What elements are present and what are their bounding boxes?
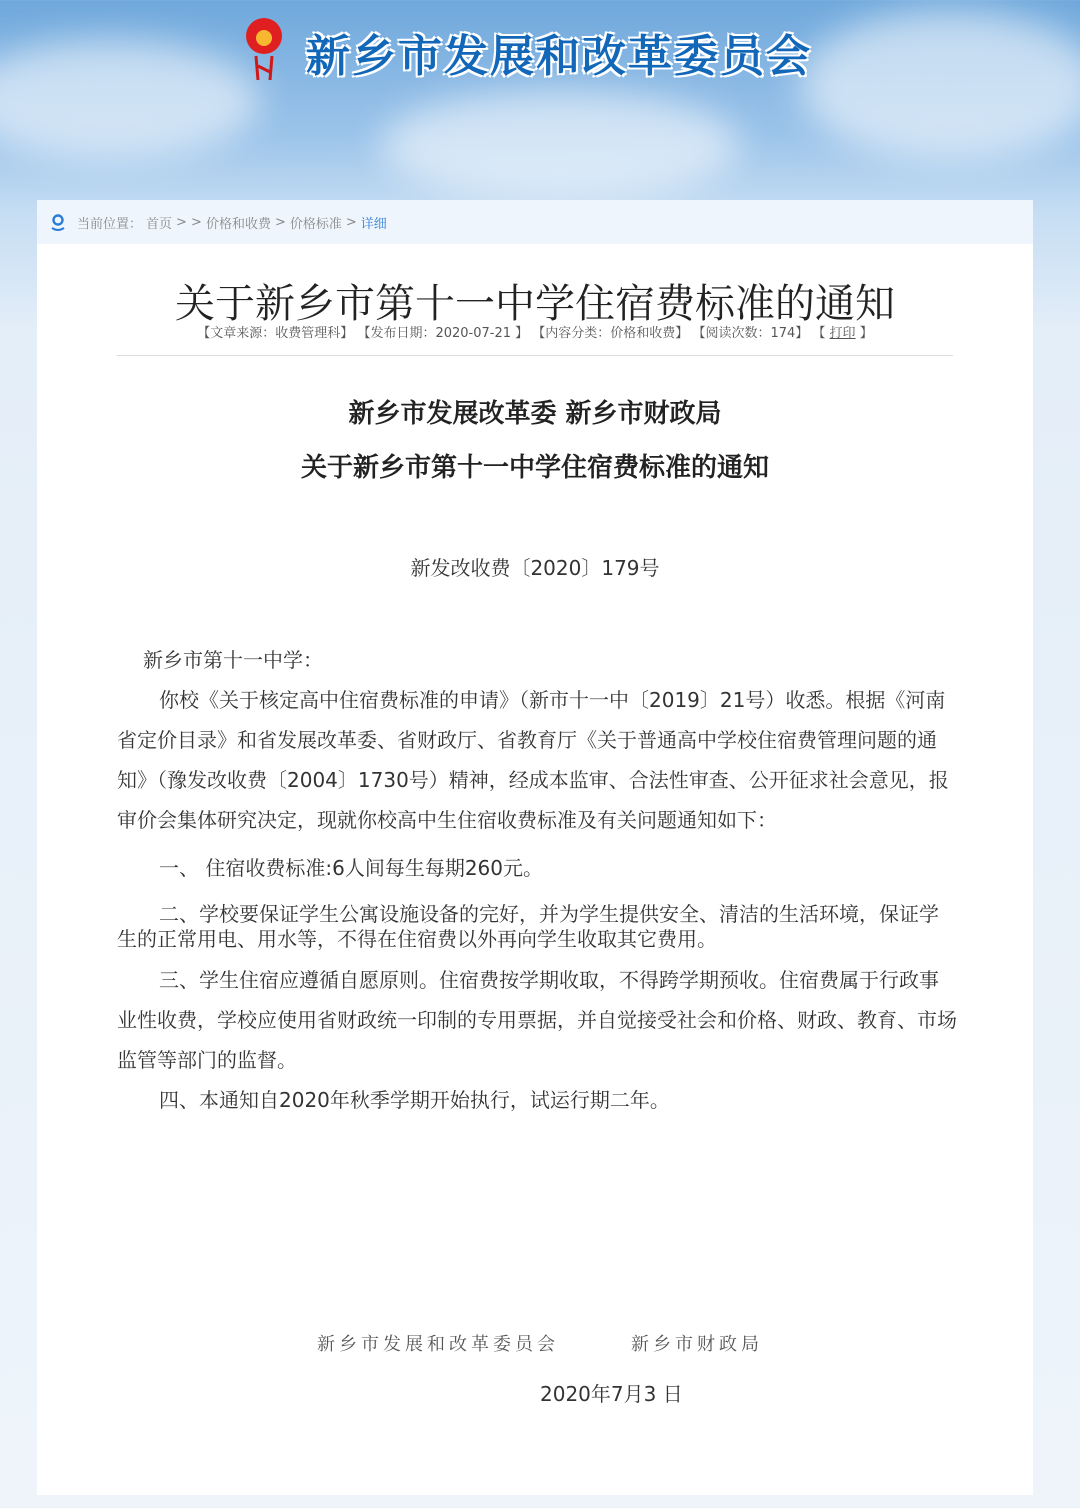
paragraph-item-2: 二、学校要保证学生公寓设施设备的完好，并为学生提供安全、清洁的生活环境，保证学生的正常用电、用水等，不得在住宿费以外再向学生收取其它费用。 [117, 902, 939, 951]
breadcrumb-price-fees[interactable]: 价格和收费 [205, 216, 271, 232]
breadcrumb-current[interactable]: 详细 [360, 216, 387, 232]
site-name[interactable]: 新乡市发展和改革委员会 [306, 31, 812, 82]
meta-source: 【文章来源：收费管理科】 [197, 326, 354, 341]
breadcrumb-label: 当前位置： [77, 216, 143, 232]
paragraph-item-4: 四、本通知自2020年秋季学期开始执行，试运行期二年。 [159, 1088, 670, 1112]
breadcrumb-sep: > [345, 214, 357, 230]
location-pin-icon [49, 213, 67, 231]
bracket: 】 [855, 326, 873, 341]
paragraph-item-1: 一、 住宿收费标准:6人间每生每期260元。 [159, 856, 543, 880]
meta-views: 【阅读次数：174】 [692, 326, 809, 341]
breadcrumb [37, 200, 1033, 244]
breadcrumb-home[interactable]: 首页 [146, 216, 173, 232]
divider [117, 355, 953, 356]
salutation: 新乡市第十一中学： [143, 648, 323, 672]
signatory-finance: 新乡市财政局 [631, 1334, 763, 1355]
bracket: 【 [812, 326, 830, 341]
page-title: 关于新乡市第十一中学住宿费标准的通知 [175, 281, 895, 327]
breadcrumb-sep: > > [176, 214, 202, 230]
paragraph: 你校《关于核定高中住宿费标准的申请》（新市十一中〔2019〕21号）收悉。根据《河南省定价目录》和省发展改革委、省财政厅、省教育厅《关于普通高中学校住宿费管理问题的通知》（豫发改收费〔2004〕1730号）精神，经成本监审、合法性审查、公开征求社会意见，报审价会集体研究决定，现就你校高中生住宿收费标准及有关问题通知如下： [117, 688, 949, 832]
meta-date: 【发布日期：2020-07-21 】 [357, 326, 529, 341]
site-banner [0, 0, 1080, 200]
article-meta [37, 322, 1033, 341]
breadcrumb-sep: > [274, 214, 286, 230]
document-number: 新发改收费〔2020〕179号 [410, 556, 660, 580]
document-body [117, 640, 957, 1120]
meta-category: 【内容分类：价格和收费】 [532, 326, 689, 341]
doc-heading-issuers: 新乡市发展改革委 新乡市财政局 [348, 399, 722, 429]
site-logo-icon [236, 16, 292, 82]
breadcrumb-price-standard[interactable]: 价格标准 [289, 216, 342, 232]
doc-heading-title: 关于新乡市第十一中学住宿费标准的通知 [300, 453, 769, 483]
sign-date: 2020年7月3 日 [540, 1382, 683, 1406]
signatory-ndrc: 新乡市发展和改革委员会 [317, 1334, 559, 1355]
content-panel [37, 200, 1033, 1495]
paragraph-item-3: 三、学生住宿应遵循自愿原则。住宿费按学期收取，不得跨学期预收。住宿费属于行政事业性收费，学校应使用省财政统一印制的专用票据，并自觉接受社会和价格、财政、教育、市场监管等部门的监督。 [117, 968, 957, 1072]
print-link[interactable]: 打印 [829, 326, 856, 341]
